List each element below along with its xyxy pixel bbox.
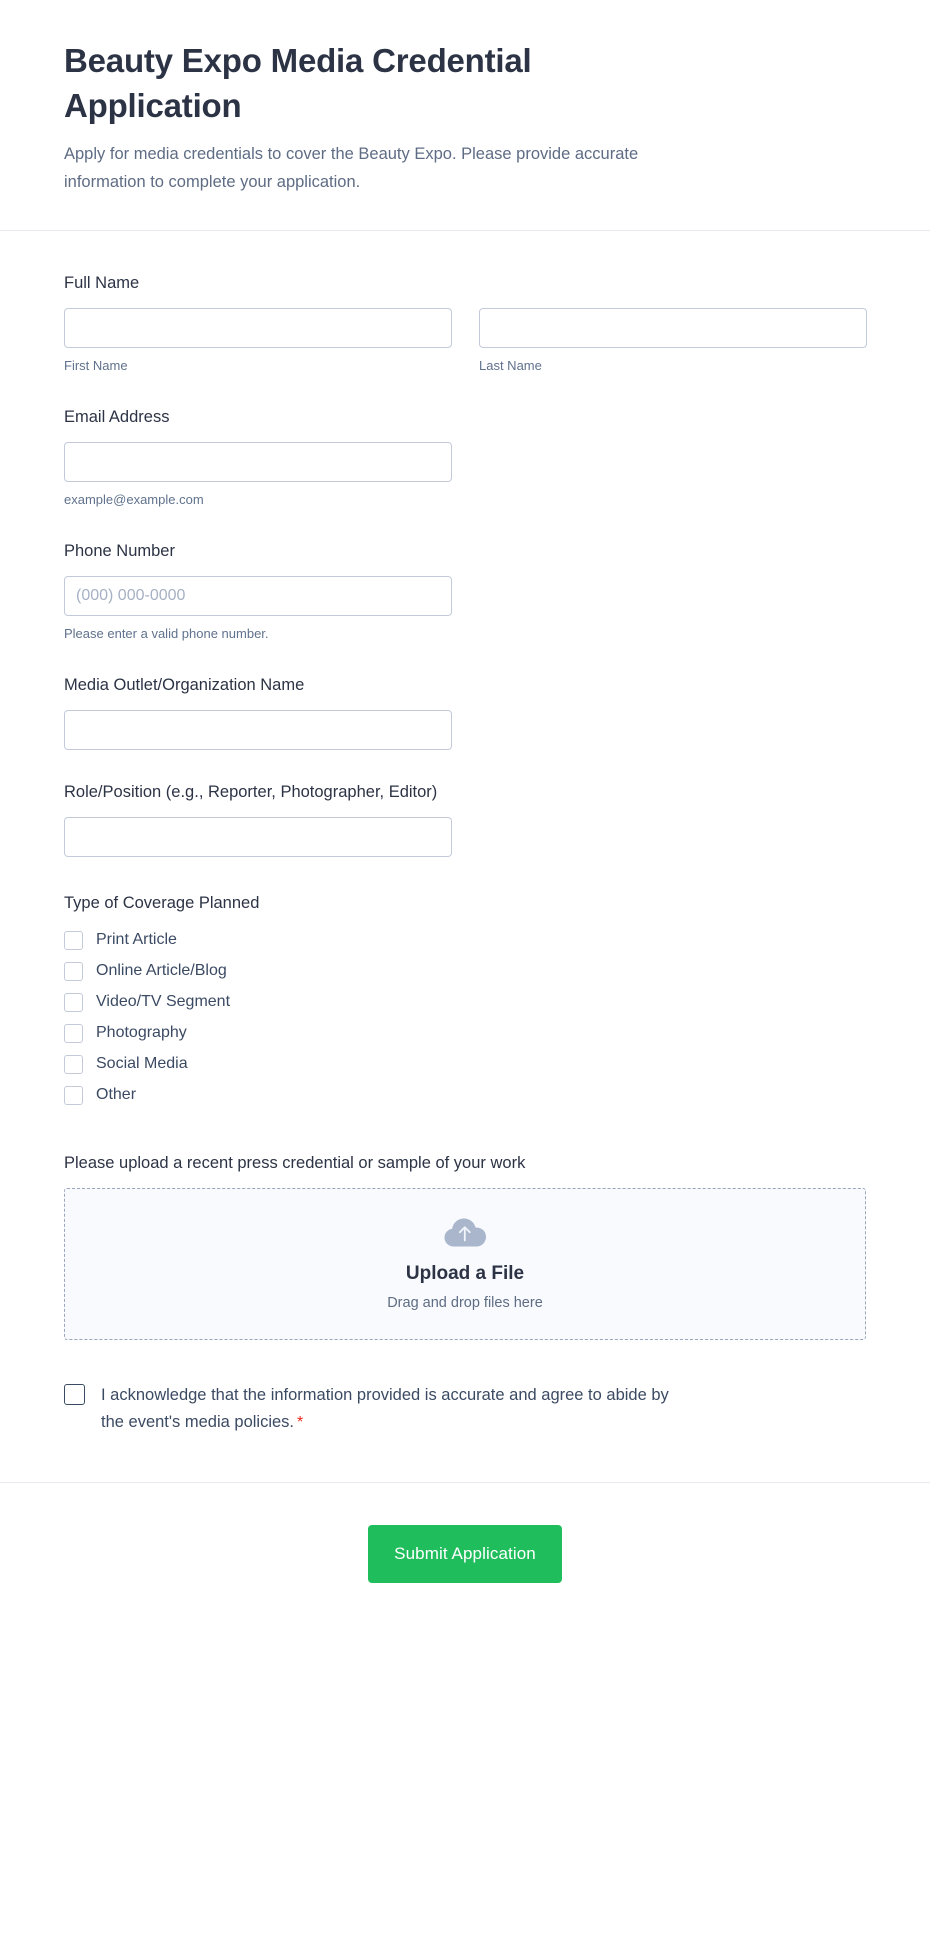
checkbox-icon[interactable] (64, 931, 83, 950)
form-header (0, 0, 930, 231)
cloud-upload-icon (444, 1215, 486, 1248)
checkbox-icon[interactable] (64, 1024, 83, 1043)
full-name-label: Full Name (64, 274, 140, 292)
email-sublabel: example@example.com (64, 492, 204, 507)
phone-sublabel: Please enter a valid phone number. (64, 626, 269, 641)
field-email (64, 405, 866, 509)
first-name-input[interactable] (64, 308, 452, 348)
coverage-option[interactable] (64, 1083, 866, 1107)
checkbox-icon[interactable] (64, 1086, 83, 1105)
coverage-option-label: Print Article (96, 931, 177, 948)
file-drop-zone[interactable] (64, 1188, 866, 1340)
coverage-option-label: Other (96, 1086, 137, 1103)
email-input[interactable] (64, 442, 452, 482)
checkbox-icon[interactable] (64, 993, 83, 1012)
field-media-outlet (64, 673, 866, 750)
checkbox-icon[interactable] (64, 962, 83, 981)
page-subtitle: Apply for media credentials to cover the Beauty Expo. Please provide accurate information to complete your application. (64, 145, 639, 191)
field-role (64, 780, 866, 857)
coverage-option-label: Online Article/Blog (96, 962, 227, 979)
field-file-upload (64, 1151, 866, 1340)
first-name-sublabel: First Name (64, 358, 128, 373)
role-input[interactable] (64, 817, 452, 857)
acknowledgement-checkbox-icon[interactable] (64, 1384, 85, 1405)
coverage-option-label: Video/TV Segment (96, 993, 231, 1010)
acknowledgement-row[interactable] (64, 1382, 866, 1436)
acknowledgement-label (101, 1382, 671, 1436)
coverage-option-label: Photography (96, 1024, 187, 1041)
upload-label: Please upload a recent press credential or sample of your work (64, 1154, 526, 1172)
last-name-sublabel: Last Name (479, 358, 542, 373)
media-outlet-input[interactable] (64, 710, 452, 750)
required-asterisk: * (297, 1414, 304, 1431)
coverage-option[interactable] (64, 1021, 866, 1045)
coverage-option-label: Social Media (96, 1055, 188, 1072)
submit-application-button[interactable]: Submit Application (368, 1525, 562, 1583)
coverage-option[interactable] (64, 1052, 866, 1076)
email-label: Email Address (64, 408, 170, 426)
upload-title: Upload a File (405, 1263, 525, 1284)
last-name-input[interactable] (479, 308, 867, 348)
checkbox-icon[interactable] (64, 1055, 83, 1074)
phone-label: Phone Number (64, 542, 175, 560)
field-coverage-type (64, 891, 866, 1107)
coverage-checkbox-group (64, 928, 866, 1107)
phone-input[interactable] (64, 576, 452, 616)
form-body (0, 231, 930, 1436)
coverage-label: Type of Coverage Planned (64, 894, 260, 912)
coverage-option[interactable] (64, 959, 866, 983)
role-label: Role/Position (e.g., Reporter, Photographer, Editor) (64, 783, 438, 801)
field-phone (64, 539, 866, 643)
acknowledgement-text: I acknowledge that the information provided is accurate and agree to abide by the event's media policies. (101, 1386, 669, 1431)
upload-hint: Drag and drop files here (387, 1295, 543, 1311)
media-outlet-label: Media Outlet/Organization Name (64, 676, 305, 694)
full-name-row (64, 308, 866, 375)
last-name-col (479, 308, 867, 375)
field-full-name (64, 271, 866, 375)
coverage-option[interactable] (64, 928, 866, 952)
first-name-col (64, 308, 452, 375)
coverage-option[interactable] (64, 990, 866, 1014)
page-title: Beauty Expo Media Credential Application (64, 42, 532, 124)
form-footer (0, 1482, 930, 1635)
